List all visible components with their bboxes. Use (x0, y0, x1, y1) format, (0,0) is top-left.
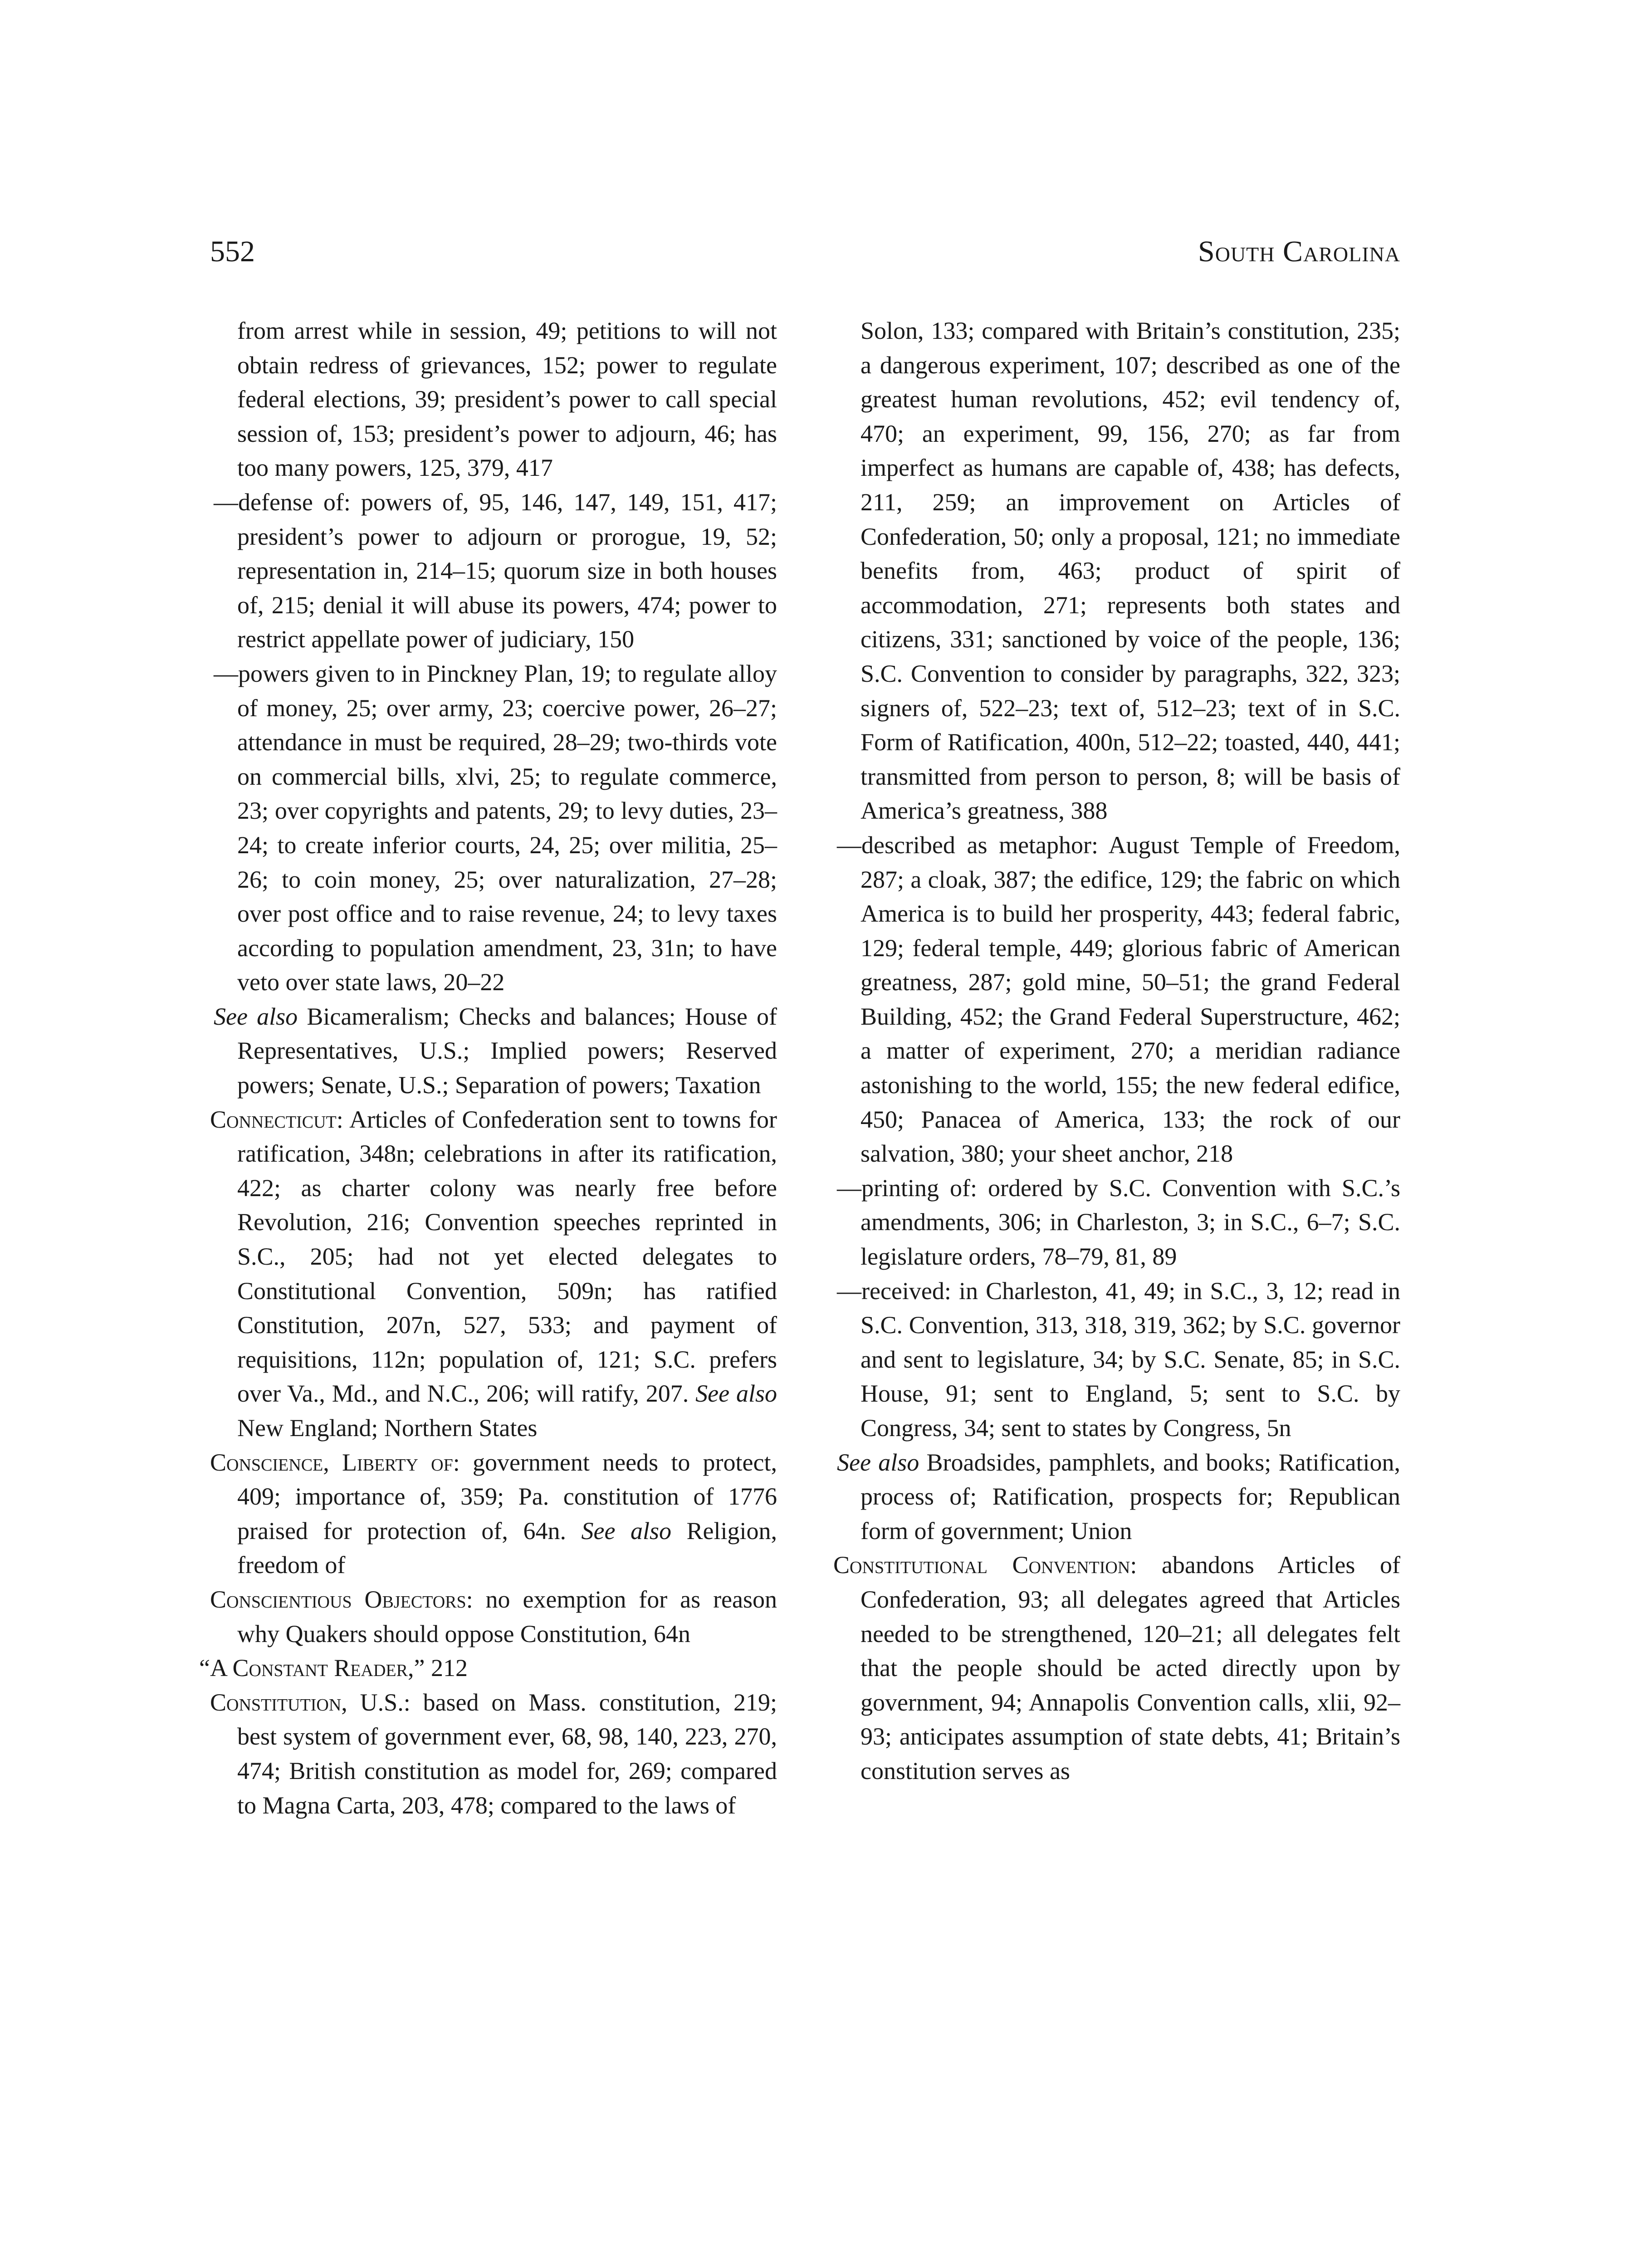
index-entry: Constitutional Convention: abandons Articles of Confederation, 93; all delegates agreed that Articles needed to be strengthened, 120–21; all delegates felt that the people should be acted directly upon by government, 94; Annapolis Convention calls, xlii, 92–93; anticipates assumption of state debts, 41; Britain’s constitution serves as (833, 1551, 1400, 1784)
index-see-also: See also Broadsides, pamphlets, and books; Ratification, process of; Ratification, prospects for; Republican form of government; Union (837, 1448, 1400, 1545)
index-subentry: —described as metaphor: August Temple of Freedom, 287; a cloak, 387; the edifice, 129; the fabric on which America is to build her prosperity, 443; federal fabric, 129; federal temple, 449; glorious fabric of American greatness, 287; gold mine, 50–51; the grand Federal Building, 452; the Grand Federal Superstructure, 462; a matter of experiment, 270; a meridian radiance astonishing to the world, 155; the new federal edifice, 450; Panacea of America, 133; the rock of our salvation, 380; your sheet anchor, 218 (837, 831, 1400, 1168)
index-entry: Conscience, Liberty of: government needs to protect, 409; importance of, 359; Pa. constitution of 1776 praised for protection of, 64n. See also Religion, freedom of (210, 1448, 777, 1579)
index-entry: Connecticut: Articles of Confederation sent to towns for ratification, 348n; celebrations in after its ratification, 422; as charter colony was nearly free before Revolution, 216; Convention speeches reprinted in S.C., 205; had not yet elected delegates to Constitutional Convention, 509n; has ratified Constitution, 207n, 527, 533; and payment of requisitions, 112n; population of, 121; S.C. prefers over Va., Md., and N.C., 206; will ratify, 207. See also New England; Northern States (210, 1105, 777, 1442)
index-subentry: —printing of: ordered by S.C. Convention with S.C.’s amendments, 306; in Charleston, 3; in S.C., 6–7; S.C. legislature orders, 78–79, 81, 89 (837, 1174, 1400, 1271)
index-entry: “A Constant Reader,” 212 (199, 1654, 468, 1682)
index-heading: Conscience, Liberty of (210, 1448, 453, 1476)
index-column-right (833, 314, 1400, 2106)
index-entry: Constitution, U.S.: based on Mass. constitution, 219; best system of government ever, 68, 98, 140, 223, 270, 474; British constitution as model for, 269; compared to Magna Carta, 203, 478; compared to the laws of (210, 1688, 777, 1819)
index-heading: Conscientious Objectors (210, 1585, 466, 1613)
index-entry: Conscientious Objectors: no exemption for as reason why Quakers should oppose Constitution, 64n (210, 1585, 777, 1647)
index-see-also: See also Bicameralism; Checks and balances; House of Representatives, U.S.; Implied powers; Reserved powers; Senate, U.S.; Separation of powers; Taxation (214, 1002, 777, 1099)
index-column-left (199, 314, 777, 2106)
index-heading: Constitutional Convention (833, 1551, 1130, 1579)
index-heading: Constitution, U.S. (210, 1688, 404, 1716)
page-header (210, 229, 1400, 279)
page-number: 552 (210, 235, 255, 268)
index-subentry: —defense of: powers of, 95, 146, 147, 149, 151, 417; president’s power to adjourn or prorogue, 19, 52; representation in, 214–15; quorum size in both houses of, 215; denial it will abuse its powers, 474; power to restrict appellate power of judiciary, 150 (214, 488, 777, 653)
index-subentry: —powers given to in Pinckney Plan, 19; to regulate alloy of money, 25; over army, 23; coercive power, 26–27; attendance in must be required, 28–29; two-thirds vote on commercial bills, xlvi, 25; to regulate commerce, 23; over copyrights and patents, 29; to levy duties, 23–24; to create inferior courts, 24, 25; over militia, 25–26; to coin money, 25; over naturalization, 27–28; over post office and to raise revenue, 24; to levy taxes according to population amendment, 23, 31n; to have veto over state laws, 20–22 (214, 660, 777, 996)
index-entry: from arrest while in session, 49; petitions to will not obtain redress of grievances, 152; power to regulate federal elections, 39; president’s power to call special session of, 153; president’s power to adjourn, 46; has too many powers, 125, 379, 417 (237, 317, 777, 482)
index-entry: Solon, 133; compared with Britain’s constitution, 235; a dangerous experiment, 107; described as one of the greatest human revolutions, 452; evil tendency of, 470; an experiment, 99, 156, 270; as far from imperfect as humans are capable of, 438; has defects, 211, 259; an improvement on Articles of Confederation, 50; only a proposal, 121; no immediate benefits from, 463; product of spirit of accommodation, 271; represents both states and citizens, 331; sanctioned by voice of the people, 136; S.C. Convention to consider by paragraphs, 322, 323; signers of, 522–23; text of, 512–23; text of in S.C. Form of Ratification, 400n, 512–22; toasted, 440, 441; transmitted from person to person, 8; will be basis of America’s greatness, 388 (861, 317, 1400, 825)
index-subentry: —received: in Charleston, 41, 49; in S.C., 3, 12; read in S.C. Convention, 313, 318, 319, 362; by S.C. governor and sent to legislature, 34; by S.C. Senate, 85; in S.C. House, 91; sent to England, 5; sent to S.C. by Congress, 34; sent to states by Congress, 5n (837, 1277, 1400, 1442)
index-heading: “A Constant Reader,” (199, 1654, 425, 1682)
running-head: South Carolina (1198, 235, 1400, 268)
index-heading: Connecticut (210, 1105, 337, 1133)
